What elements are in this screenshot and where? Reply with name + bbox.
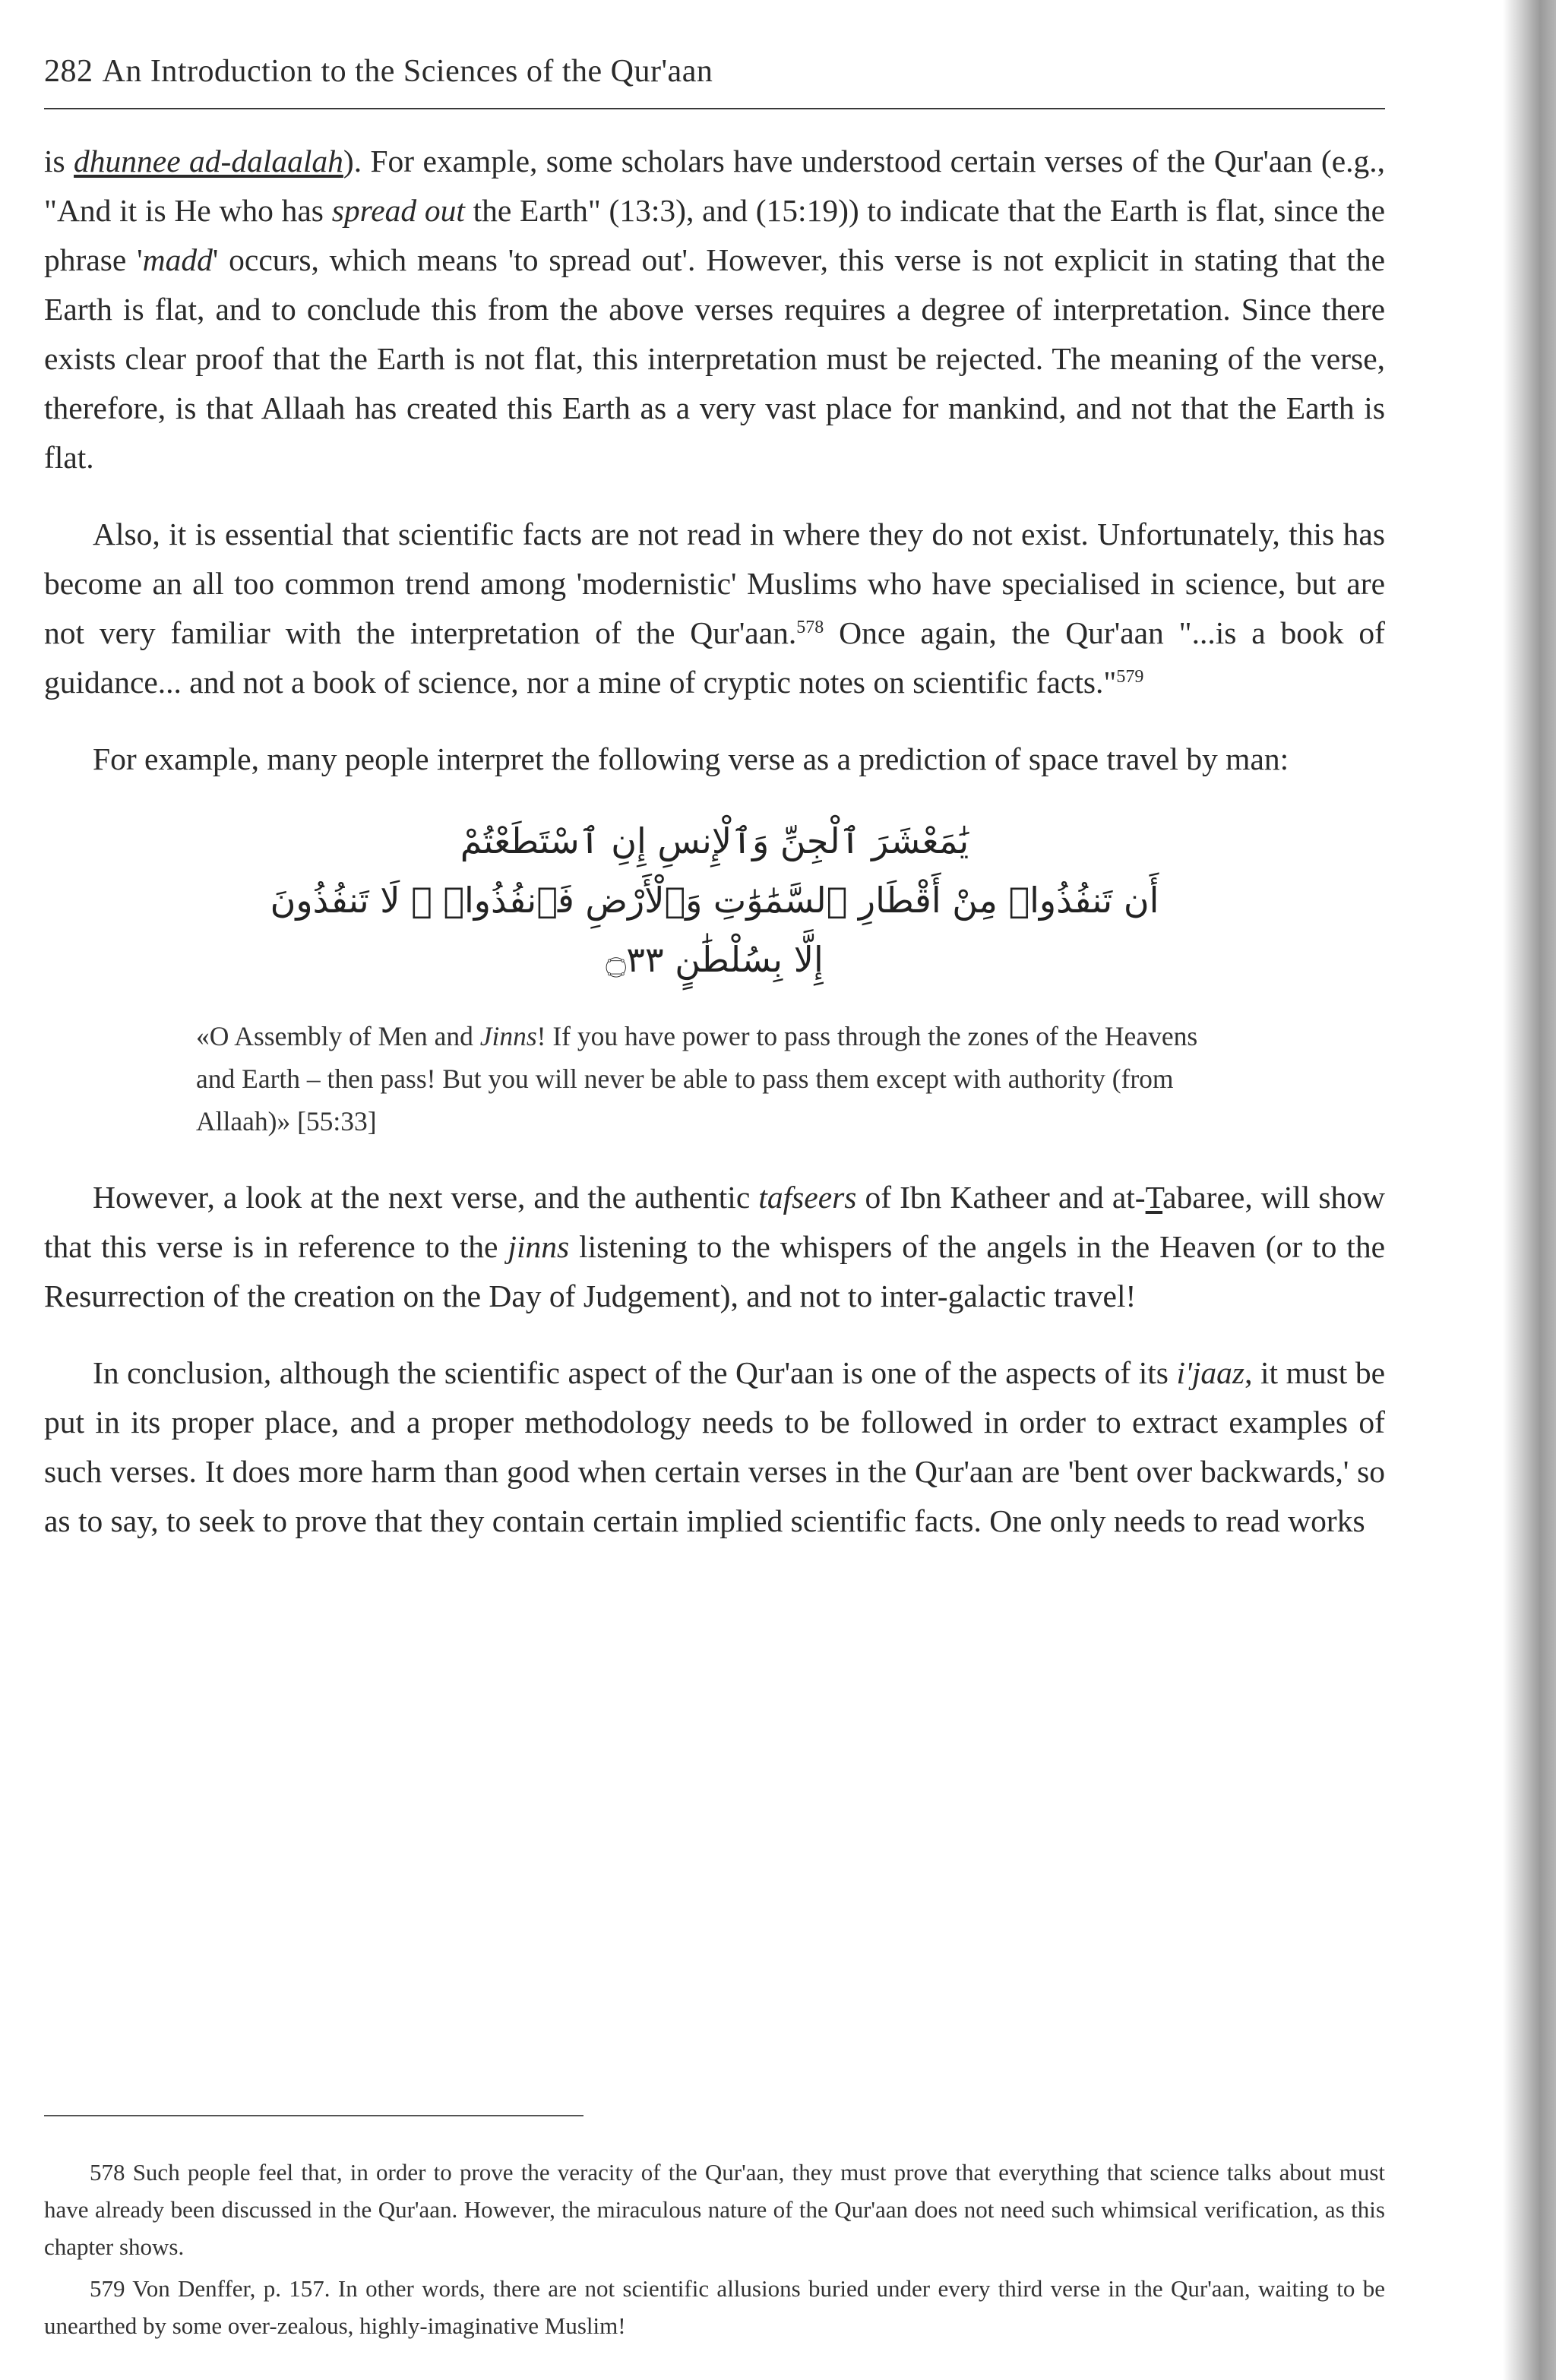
term-jinns: jinns	[508, 1229, 570, 1264]
footnote-578	[44, 2154, 1385, 2265]
emphasis-jinns: Jinns	[479, 1021, 537, 1051]
page-number: 282	[44, 54, 93, 89]
paragraph-4: However, a look at the next verse, and the authentic tafseers of Ibn Katheer and at-Tabaree, will show that this verse is in reference to the jinns listening to the whispers of the angels in the Heaven (or to the Resurrection of the creation on the Day of Judgement), and not to inter-galactic travel!	[44, 1180, 1386, 1313]
arabic-line-3: إِلَّا بِسُلْطَٰنٍ ۝٣٣	[606, 939, 824, 980]
paragraph-2: Also, it is essential that scientific facts are not read in where they do not exist. Unfortunately, this has become an all too common trend among 'modernistic' Muslims who have specialised in science, but are not very familiar with the interpretation of the Qur'aan.$^{578}$ Once again, the Qur'aan "...is a book of guidance... and not a book of science, nor a mine of cryptic notes on scientific facts."$^{579}$	[44, 517, 1385, 700]
arabic-verse	[44, 811, 1385, 989]
header-rule	[44, 108, 1385, 109]
book-title: An Introduction to the Sciences of the Qur'aan	[102, 54, 713, 89]
verse-translation: «O Assembly of Men and Jinns! If you have power to pass through the zones of the Heavens and Earth – then pass! But you will never be able to pass them except with authority (from Allaah)» [55:33]	[196, 1021, 1198, 1136]
paragraph-1: is dhunnee ad-dalaalah). For example, some scholars have understood certain verses of the Qur'aan (e.g., "And it is He who has spread out the Earth" (13:3), and (15:19)) to indicate that the Earth is flat, since the phrase 'madd' occurs, which means 'to spread out'. However, this verse is not explicit in stating that the Earth is flat, and to conclude this from the above verses requires a degree of interpretation. Since there exists clear proof that the Earth is not flat, this interpretation must be rejected. The meaning of the verse, therefore, is that Allaah has created this Earth as a very vast place for mankind, and not that the Earth is flat.	[44, 144, 1386, 475]
footnote-number: 578	[90, 2159, 125, 2186]
name-tabaree-initial: T	[1145, 1180, 1163, 1215]
arabic-line-1: يَٰمَعْشَرَ ٱلْجِنِّ وَٱلْإِنسِ إِنِ ٱسْتَطَعْتُمْ	[460, 820, 969, 861]
term-dhunnee: dhunnee ad-dalaalah	[74, 144, 343, 179]
paragraph-3: For example, many people interpret the following verse as a prediction of space travel by man:	[93, 741, 1289, 776]
paragraph-5: In conclusion, although the scientific aspect of the Qur'aan is one of the aspects of its i'jaaz, it must be put in its proper place, and a proper methodology needs to be followed in order to extract examples of such verses. It does more harm than good when certain verses in the Qur'aan are 'bent over backwards,' so as to say, to seek to prove that they contain certain implied scientific facts. One only needs to read works	[44, 1355, 1385, 1538]
footnote-number: 579	[90, 2275, 125, 2302]
footnote-ref-579[interactable]: 579	[1116, 667, 1144, 687]
footnotes	[44, 2154, 1385, 2349]
footnote-text: Such people feel that, in order to prove the veracity of the Qur'aan, they must prove that everything that science talks about must have already been discussed in the Qur'aan. However, the miraculous nature of the Qur'aan does not need such whimsical verification, as this chapter shows.	[44, 2159, 1385, 2260]
page-edge-shadow	[1503, 0, 1556, 2380]
footnote-579	[44, 2270, 1385, 2344]
footnote-rule	[44, 2115, 584, 2116]
main-text	[44, 137, 1385, 1573]
term-ijaaz: i'jaaz	[1176, 1355, 1245, 1390]
emphasis-spread-out: spread out	[331, 193, 465, 228]
term-tafseers: tafseers	[758, 1180, 857, 1215]
arabic-line-2: أَن تَنفُذُوا۟ مِنْ أَقْطَارِ ٱلسَّمَٰوَٰتِ وَٱلْأَرْضِ فَٱنفُذُوا۟ ۚ لَا تَنفُذُونَ	[270, 880, 1159, 921]
term-madd: madd	[142, 242, 213, 277]
running-head	[44, 53, 1385, 90]
footnote-text: Von Denffer, p. 157. In other words, there are not scientific allusions buried under every third verse in the Qur'aan, waiting to be unearthed by some over-zealous, highly-imaginative Muslim!	[44, 2275, 1385, 2339]
footnote-ref-578[interactable]: 578	[796, 618, 824, 637]
